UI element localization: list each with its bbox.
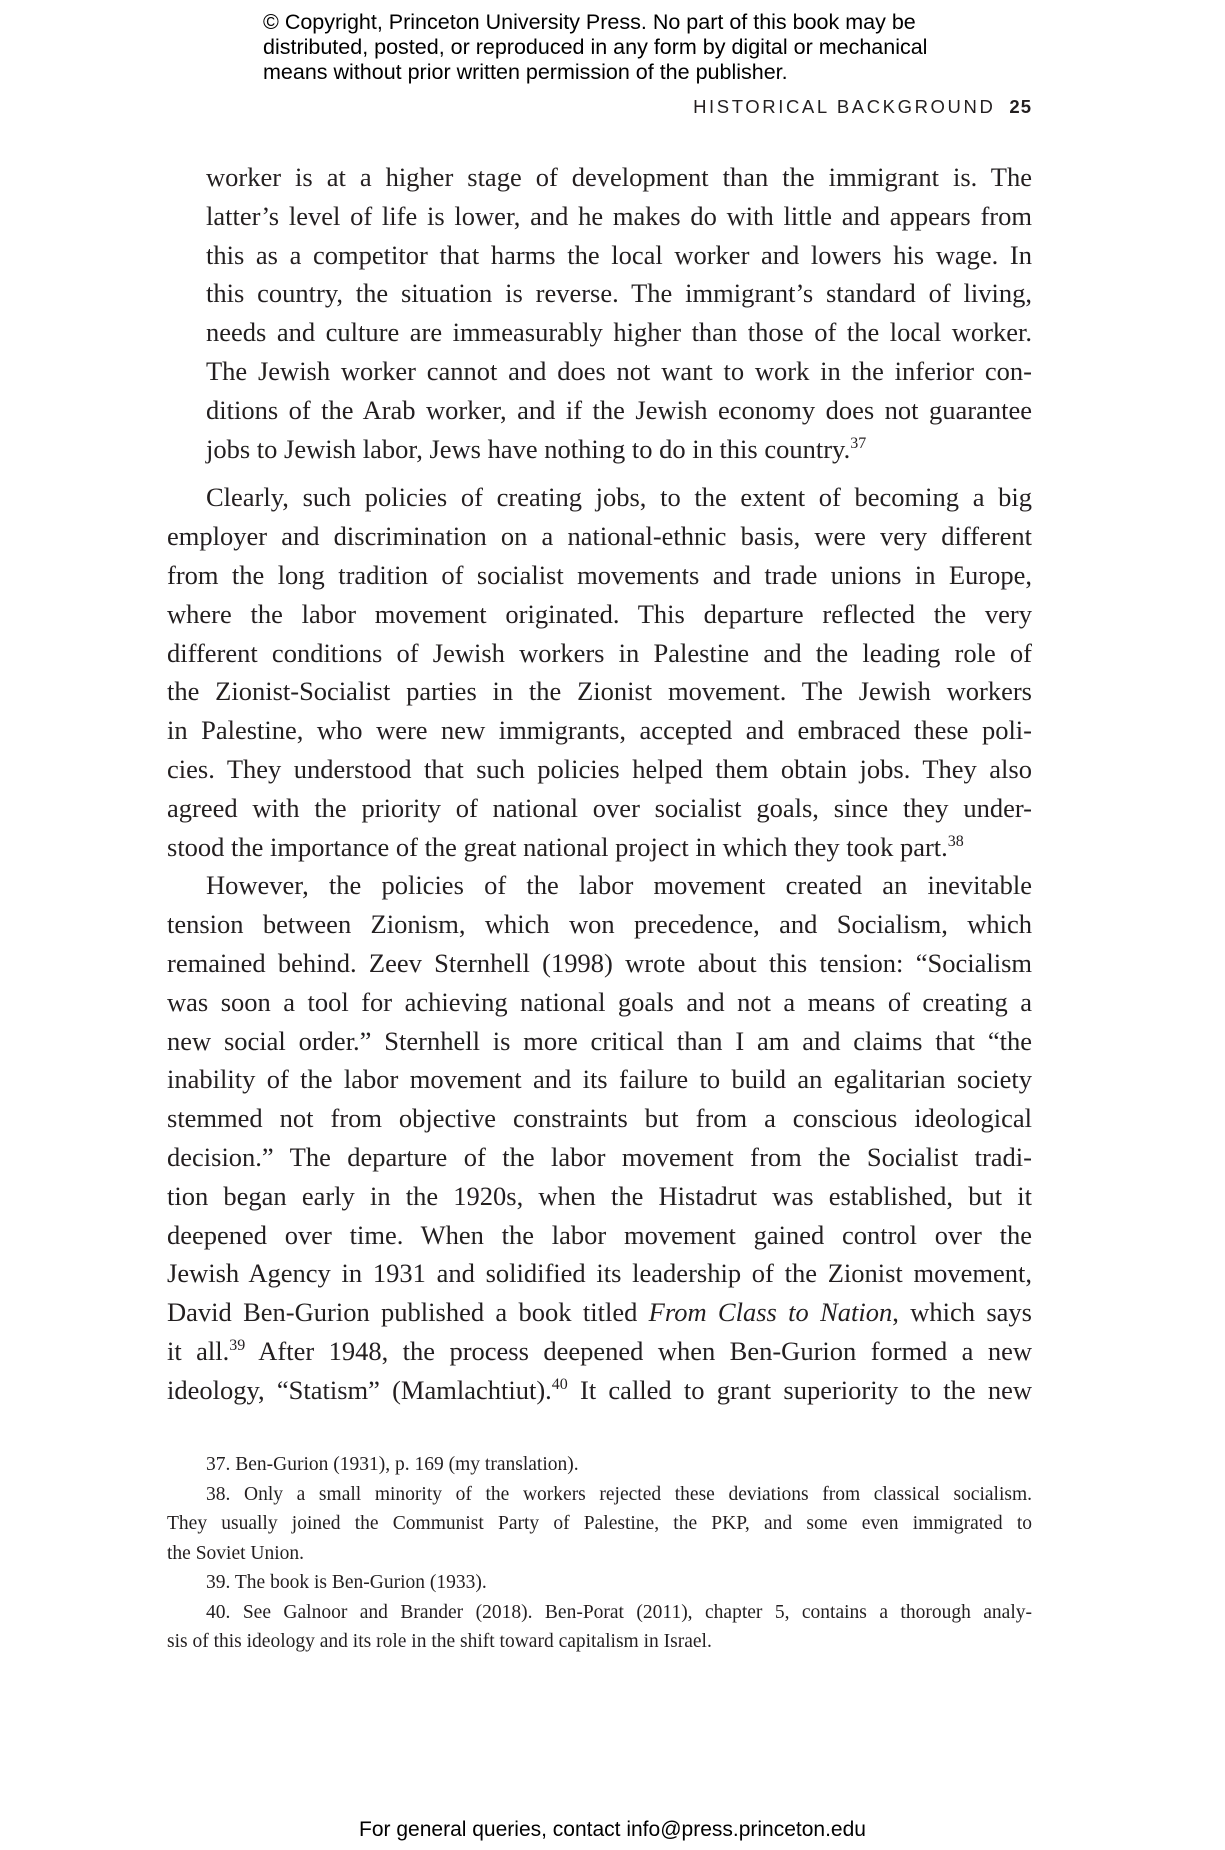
text-run: 37. Ben-Gurion (1931), p. 169 (my translation).	[206, 1454, 579, 1475]
footnote-ref: 38	[947, 832, 964, 850]
text-line	[167, 1293, 1032, 1332]
text-run: needs and culture are immeasurably higher than those of the local worker.	[206, 317, 1032, 348]
text-run: tension between Zionism, which won precedence, and Socialism, which	[167, 909, 1032, 940]
text-line	[167, 789, 1032, 828]
footnote-ref: 39	[229, 1336, 246, 1354]
text-run: jobs to Jewish labor, Jews have nothing to do in this country.	[206, 433, 851, 464]
text-line	[167, 905, 1032, 944]
text-run: Jewish Agency in 1931 and solidified its leadership of the Zionist movement,	[167, 1258, 1032, 1289]
book-title: From Class to Nation	[648, 1297, 893, 1328]
text-run: in Palestine, who were new immigrants, accepted and embraced these poli-	[167, 715, 1032, 746]
text-line	[167, 672, 1032, 711]
text-run: 38. Only a small minority of the workers rejected these deviations from classical socialism.	[206, 1483, 1032, 1505]
running-head	[693, 96, 1032, 118]
text-line	[167, 517, 1032, 556]
footnote-ref: 40	[551, 1375, 568, 1393]
text-run: However, the policies of the labor movement created an inevitable	[206, 870, 1032, 901]
footnote-line	[167, 1450, 1032, 1480]
footnote-line	[167, 1598, 1032, 1628]
running-head-title: HISTORICAL BACKGROUND	[693, 96, 996, 117]
text-run: where the labor movement originated. This departure reflected the very	[167, 598, 1032, 629]
text-line	[167, 1060, 1032, 1099]
text-line	[167, 1138, 1032, 1177]
text-run: the Soviet Union.	[167, 1542, 305, 1564]
footnote-ref: 37	[850, 434, 867, 452]
text-line	[206, 430, 1032, 469]
text-run: cies. They understood that such policies helped them obtain jobs. They also	[167, 753, 1032, 784]
text-line	[206, 158, 1032, 197]
text-run: decision.” The departure of the labor movement from the Socialist tradi-	[167, 1141, 1032, 1172]
text-line	[206, 313, 1032, 352]
text-run: this country, the situation is reverse. The immigrant’s standard of living,	[206, 278, 1032, 309]
text-run: deepened over time. When the labor movement gained control over the	[167, 1219, 1032, 1250]
text-line	[167, 1022, 1032, 1061]
text-line	[206, 274, 1032, 313]
text-run: ideology, “Statism” (Mamlachtiut).	[167, 1374, 552, 1405]
text-line	[167, 944, 1032, 983]
copyright-notice	[263, 10, 927, 85]
text-run: remained behind. Zeev Sternhell (1998) wrote about this tension: “Socialism	[167, 947, 1032, 978]
text-run: They usually joined the Communist Party of Palestine, the PKP, and some even immigrated to	[167, 1513, 1032, 1534]
text-run: 39. The book is Ben-Gurion (1933).	[206, 1572, 487, 1593]
footnote-line	[167, 1509, 1032, 1539]
footnote-line	[167, 1568, 1032, 1598]
footnotes	[167, 1450, 1032, 1657]
text-line	[206, 236, 1032, 275]
text-run: sis of this ideology and its role in the shift toward capitalism in Israel.	[167, 1631, 712, 1652]
text-run: inability of the labor movement and its failure to build an egalitarian society	[167, 1064, 1032, 1095]
text-line	[167, 634, 1032, 673]
text-line	[167, 556, 1032, 595]
text-line	[167, 1371, 1032, 1410]
text-run: different conditions of Jewish workers in Palestine and the leading role of	[167, 637, 1032, 668]
text-line	[206, 197, 1032, 236]
text-run: tion began early in the 1920s, when the Histadrut was established, but it	[167, 1180, 1032, 1211]
text-line	[167, 750, 1032, 789]
text-line	[167, 478, 1032, 517]
text-line	[167, 1099, 1032, 1138]
text-run: it all.	[167, 1335, 230, 1366]
footnote-line	[167, 1539, 1032, 1569]
text-line	[206, 352, 1032, 391]
text-line	[167, 1177, 1032, 1216]
text-run: agreed with the priority of national over socialist goals, since they under-	[167, 792, 1032, 823]
text-run: The Jewish worker cannot and does not want to work in the inferior con-	[206, 355, 1032, 386]
copyright-line: distributed, posted, or reproduced in any form by digital or mechanical	[263, 35, 928, 59]
text-line	[167, 595, 1032, 634]
paragraph-gap	[167, 468, 1032, 478]
text-run: latter’s level of life is lower, and he makes do with little and appears from	[206, 200, 1032, 231]
footnote-line	[167, 1480, 1032, 1510]
text-run: stemmed not from objective constraints but from a conscious ideological	[167, 1103, 1032, 1134]
text-run: from the long tradition of socialist movements and trade unions in Europe,	[167, 559, 1032, 590]
text-run: the Zionist-Socialist parties in the Zionist movement. The Jewish workers	[167, 676, 1032, 707]
text-run: After 1948, the process deepened when Ben-Gurion formed a new	[245, 1335, 1032, 1366]
text-line	[167, 983, 1032, 1022]
text-line	[167, 828, 1032, 867]
text-run: worker is at a higher stage of development than the immigrant is. The	[206, 162, 1032, 192]
text-run: was soon a tool for achieving national goals and not a means of creating a	[167, 986, 1032, 1017]
body-text	[167, 158, 1032, 1410]
text-line	[206, 391, 1032, 430]
text-run: stood the importance of the great national project in which they took part.	[167, 831, 948, 862]
text-run: new social order.” Sternhell is more critical than I am and claims that “the	[167, 1025, 1032, 1056]
footer-contact: For general queries, contact info@press.princeton.edu	[359, 1818, 866, 1841]
text-run: this as a competitor that harms the local worker and lowers his wage. In	[206, 239, 1032, 270]
copyright-line: means without prior written permission of the publisher.	[263, 60, 788, 84]
copyright-line: © Copyright, Princeton University Press. No part of this book may be	[263, 10, 916, 34]
footnote-line	[167, 1627, 1032, 1657]
text-run: employer and discrimination on a national-ethnic basis, were very different	[167, 521, 1032, 552]
text-line	[167, 711, 1032, 750]
page-number: 25	[1009, 96, 1032, 117]
text-run: , which says	[892, 1297, 1032, 1328]
text-line	[167, 1332, 1032, 1371]
text-run: It called to grant superiority to the new	[567, 1374, 1032, 1405]
text-line	[167, 1254, 1032, 1293]
text-line	[167, 866, 1032, 905]
text-line	[167, 1216, 1032, 1255]
text-run: Clearly, such policies of creating jobs, to the extent of becoming a big	[206, 482, 1032, 513]
text-run: 40. See Galnoor and Brander (2018). Ben-Porat (2011), chapter 5, contains a thorough analy-	[206, 1601, 1032, 1623]
text-run: David Ben-Gurion published a book titled	[167, 1297, 649, 1328]
text-run: ditions of the Arab worker, and if the Jewish economy does not guarantee	[206, 394, 1032, 425]
